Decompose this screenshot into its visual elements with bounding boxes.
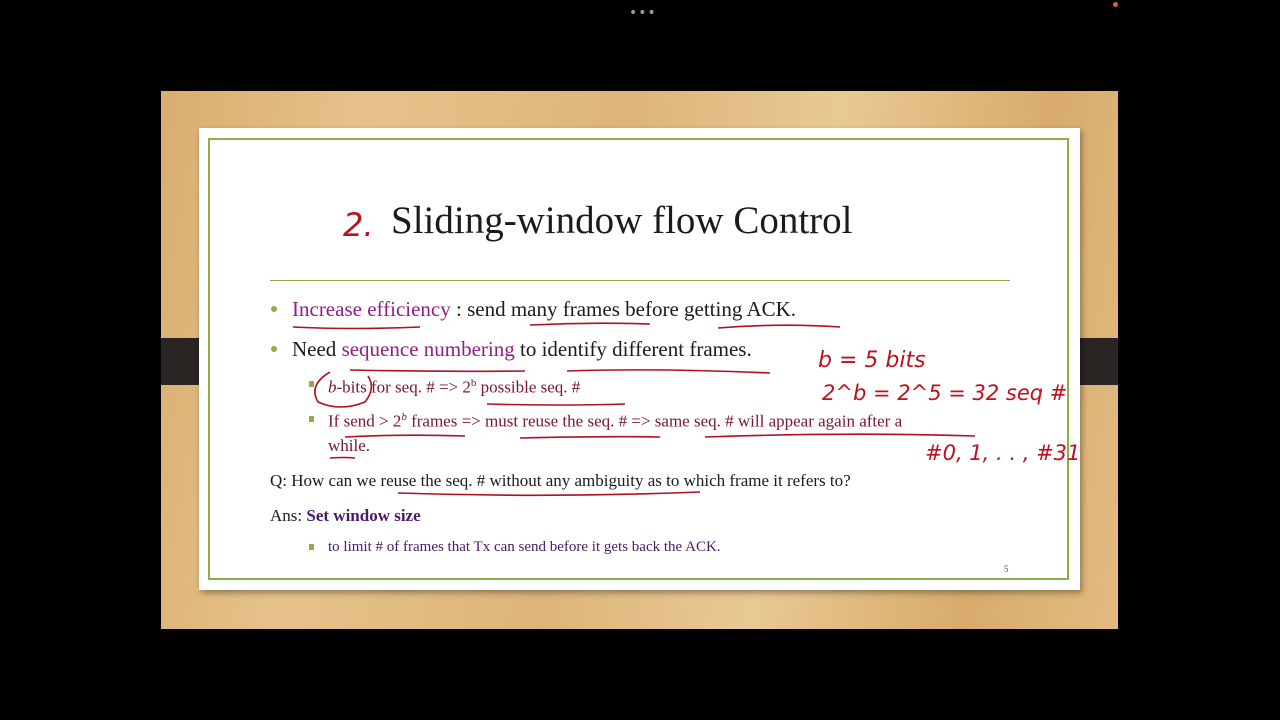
- sub-bullet-reuse: [328, 411, 902, 432]
- text: possible seq. #: [476, 377, 581, 397]
- text: .: [790, 297, 797, 321]
- text: Need: [292, 337, 342, 361]
- text: before: [619, 297, 685, 321]
- text: b: [328, 377, 337, 397]
- annotation-b-value: b = 5 bits: [818, 348, 926, 373]
- answer-sub-bullet: to limit # of frames that Tx can send before it gets back the ACK.: [328, 539, 721, 555]
- annotation-number: 2.: [343, 206, 374, 244]
- text: many frames: [510, 297, 620, 321]
- annotation-range: #0, 1, . . , #31: [925, 441, 1081, 465]
- text: 2: [462, 377, 471, 397]
- text: frames => must reuse the seq. # => same seq. # will appear again after a: [406, 411, 903, 431]
- recording-indicator-icon: [1113, 2, 1118, 7]
- text: b: [470, 377, 477, 389]
- text: to identify different frames.: [514, 337, 752, 361]
- text: -bits for seq. # =>: [336, 377, 463, 397]
- text: : send: [450, 297, 511, 321]
- text: b: [401, 411, 407, 423]
- sub-bullet-reuse-cont: while.: [328, 436, 371, 455]
- bullet-sequence: [292, 337, 752, 362]
- slide-title: Sliding-window flow Control: [391, 199, 853, 242]
- sub-bullet-bits: [328, 377, 580, 398]
- presentation-slide: [199, 128, 1080, 590]
- answer-text: Set window size: [306, 506, 421, 525]
- title-divider: [270, 280, 1010, 281]
- question-text: Q: How can we reuse the seq. # without any ambiguity as to which frame it refers to?: [270, 471, 851, 490]
- bullet-efficiency: [292, 297, 796, 322]
- answer-line: [270, 506, 421, 526]
- annotation-calc: 2^b = 2^5 = 32 seq #: [822, 381, 1068, 405]
- text: getting ACK: [684, 297, 791, 321]
- sub-bullet-icon: [309, 416, 314, 422]
- text: If send > 2: [328, 411, 402, 431]
- sub-bullet-icon: [309, 381, 314, 387]
- bullet-icon: [271, 346, 277, 352]
- highlight-text: sequence numbering: [341, 337, 515, 361]
- bullet-icon: [271, 306, 277, 312]
- more-dots-icon[interactable]: •••: [629, 5, 657, 21]
- page-number: 5: [1004, 564, 1009, 574]
- highlight-text: Increase efficiency: [292, 297, 451, 321]
- answer-label: Ans:: [270, 506, 307, 525]
- sub-bullet-icon: [309, 544, 314, 550]
